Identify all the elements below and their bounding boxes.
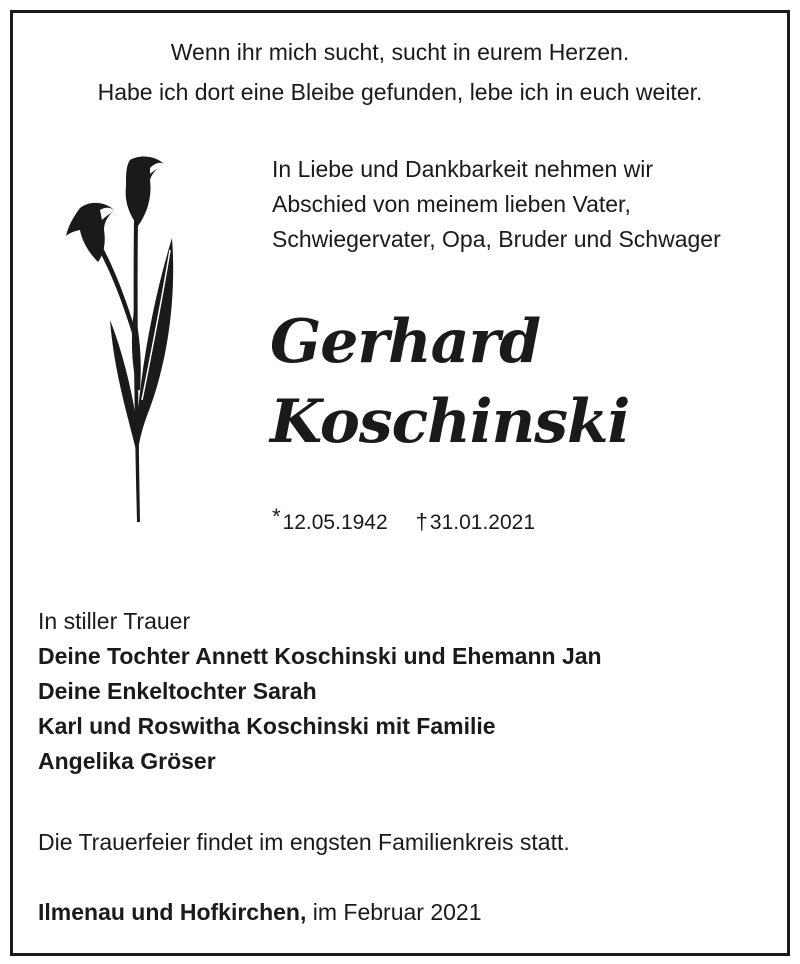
mourner-3: Karl und Roswitha Koschinski mit Familie bbox=[38, 713, 496, 739]
intro-line-2: Abschied von meinem lieben Vater, bbox=[272, 191, 631, 217]
motto-quote bbox=[0, 32, 800, 112]
mourning-lead: In stiller Trauer bbox=[38, 608, 191, 634]
motto-line-2: Habe ich dort eine Bleibe gefunden, lebe ich in euch weiter. bbox=[97, 79, 703, 105]
death-date: 31.01.2021 bbox=[429, 511, 536, 534]
mourner-2: Deine Enkeltochter Sarah bbox=[38, 678, 317, 704]
calla-lily-icon bbox=[60, 150, 190, 530]
birth-star-icon: * bbox=[272, 504, 281, 529]
mourners-list bbox=[38, 604, 602, 779]
first-name: Gerhard bbox=[270, 307, 541, 377]
intro-text bbox=[272, 152, 721, 257]
intro-line-1: In Liebe und Dankbarkeit nehmen wir bbox=[272, 156, 654, 182]
publish-date: im Februar 2021 bbox=[306, 899, 482, 925]
place-name: Ilmenau und Hofkirchen, bbox=[38, 899, 307, 925]
motto-line-1: Wenn ihr mich sucht, sucht in eurem Herzen. bbox=[170, 39, 630, 65]
place-and-date bbox=[38, 895, 482, 930]
mourner-4: Angelika Gröser bbox=[38, 748, 216, 774]
life-dates bbox=[272, 506, 535, 539]
last-name: Koschinski bbox=[270, 387, 630, 457]
intro-line-3: Schwiegervater, Opa, Bruder und Schwager bbox=[272, 226, 721, 252]
birth-date: 12.05.1942 bbox=[282, 511, 388, 534]
ceremony-note: Die Trauerfeier findet im engsten Familienkreis statt. bbox=[38, 829, 570, 855]
death-cross-icon: † bbox=[415, 509, 428, 534]
deceased-name bbox=[270, 302, 629, 462]
mourner-1: Deine Tochter Annett Koschinski und Ehemann Jan bbox=[38, 643, 602, 669]
